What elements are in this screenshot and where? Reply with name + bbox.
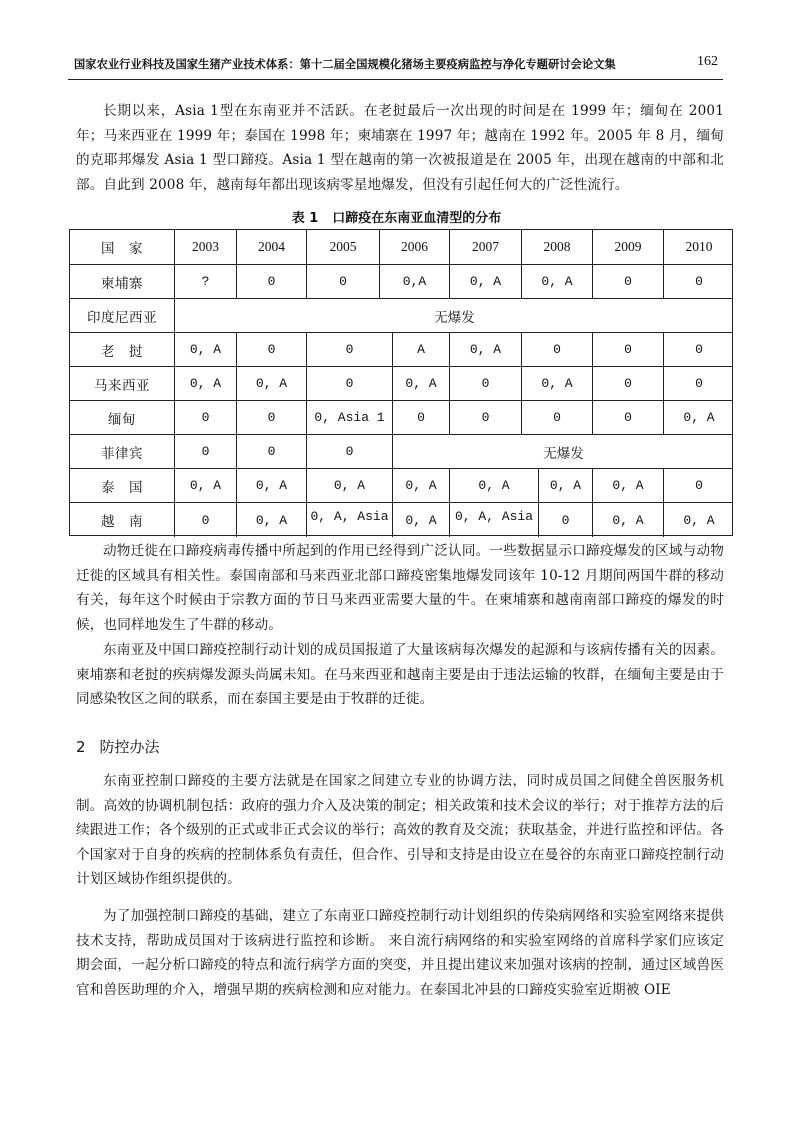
table-cell: 0, A <box>306 469 392 502</box>
header-year: 2009 <box>592 230 663 264</box>
table-cell: A <box>392 333 449 366</box>
table-cell: 0, A <box>392 367 449 400</box>
table-cell: 0 <box>306 367 392 400</box>
table-cell: 0 <box>663 333 734 366</box>
table-cell: 0, A <box>174 367 236 400</box>
table-cell: 0 <box>538 503 592 537</box>
table-cell: 0, A <box>592 469 663 502</box>
header-year: 2005 <box>306 230 379 264</box>
no-outbreak-cell: 无爆发 <box>174 299 734 332</box>
table-cell: 0, A <box>663 401 734 434</box>
table-cell: ? <box>174 265 236 298</box>
table-cell: 0, A, Asia <box>449 503 538 537</box>
table-cell: 0 <box>306 333 392 366</box>
paragraph-asia1-history: 长期以来，Asia 1型在东南亚并不活跃。在老挝最后一次出现的时间是在 1999 年；缅甸在 2001 年；马来西亚在 1999 年；泰国在 1998 年；柬埔寨在 1997 年；越南在 1992 年。2005 年 8 月，缅甸的克耶邦爆发 Asia 1 型口蹄疫。Asia 1 型在越南的第一次被报道是在 2005 年，出现在越南的中部和北部。自此到 2008 年，越南每年都出现该病零星地爆发，但没有引起任何大的广泛性流行。 <box>76 103 724 193</box>
table-cell: 0, A <box>174 469 236 502</box>
table-cell: 0, A <box>236 469 306 502</box>
table-row <box>70 332 732 366</box>
no-outbreak-cell: 无爆发 <box>392 435 734 468</box>
header-year: 2004 <box>236 230 306 264</box>
table-cell: 0 <box>392 401 449 434</box>
header-year: 2010 <box>663 230 734 264</box>
table-cell: 0 <box>592 367 663 400</box>
paragraph-outbreak-sources: 东南亚及中国口蹄疫控制行动计划的成员国报道了大量该病每次爆发的起源和与该病传播有关的因素。柬埔寨和老挝的疾病爆发源头尚属未知。在马来西亚和越南主要是由于违法运输的牧群，在缅甸主要是由于同感染牧区之间的联系，而在泰国主要是由于牧群的迁徙。 <box>76 642 724 708</box>
header-divider <box>68 79 723 80</box>
table-cell: 0 <box>306 265 379 298</box>
table-cell: 0, A <box>392 503 449 537</box>
table-row <box>70 298 732 332</box>
table-cell: 0 <box>592 265 663 298</box>
running-header: 国家农业行业科技及国家生猪产业技术体系：第十二届全国规模化猪场主要疫病监控与净化专题研讨会论文集 <box>74 58 616 71</box>
table-header-row <box>70 230 732 264</box>
row-country: 马来西亚 <box>94 377 150 394</box>
table-cell: 0 <box>663 367 734 400</box>
section-title: 防控办法 <box>99 738 160 756</box>
row-country: 老 挝 <box>101 343 143 360</box>
section-number: 2 <box>76 738 86 756</box>
table-cell: 0 <box>663 469 734 502</box>
row-country: 泰 国 <box>101 479 143 496</box>
row-country: 越 南 <box>101 514 143 530</box>
table-cell: 0 <box>306 435 392 468</box>
table-cell: 0 <box>236 265 306 298</box>
table-cell: 0,A <box>379 265 449 298</box>
table-cell: 0, A <box>663 503 734 537</box>
serotype-distribution-table <box>69 229 733 536</box>
table-row <box>70 264 732 298</box>
table-row <box>70 502 732 537</box>
table-row <box>70 468 732 502</box>
table-cell: 0, A <box>392 469 449 502</box>
header-year: 2008 <box>521 230 592 264</box>
table-row <box>70 434 732 468</box>
table-cell: 0 <box>592 333 663 366</box>
table-cell: 0 <box>174 435 236 468</box>
table-caption-number: 表 1 <box>291 211 319 226</box>
table-cell: 0 <box>663 265 734 298</box>
table-cell: 0, Asia 1 <box>306 401 392 434</box>
row-country: 缅甸 <box>108 411 136 428</box>
table-cell: 0, A <box>449 265 521 298</box>
table-cell: 0, A <box>174 333 236 366</box>
section-heading <box>76 736 160 757</box>
table-cell: 0, A <box>236 367 306 400</box>
table-cell: 0, A <box>236 503 306 537</box>
table-cell: 0 <box>236 435 306 468</box>
table-cell: 0, A <box>521 265 592 298</box>
table-caption <box>0 207 793 226</box>
table-cell: 0 <box>449 401 521 434</box>
table-cell: 0 <box>521 333 592 366</box>
table-cell: 0 <box>521 401 592 434</box>
row-country: 菲律宾 <box>101 445 143 462</box>
row-country: 柬埔寨 <box>101 275 143 292</box>
table-cell: 0 <box>592 401 663 434</box>
header-country: 国 家 <box>101 241 143 257</box>
table-cell: 0 <box>449 367 521 400</box>
paragraph-control-methods: 东南亚控制口蹄疫的主要方法就是在国家之间建立专业的协调方法，同时成员国之间健全兽医服务机制。高效的协调机制包括：政府的强力介入及决策的制定；相关政策和技术会议的举行；对于推荐方法的后续跟进工作；各个级别的正式或非正式会议的举行；高效的教育及交流；获取基金，并进行监控和评估。各个国家对于自身的疾病的控制体系负有责任，但合作、引导和支持是由设立在曼谷的东南亚口蹄疫控制行动计划区域协作组织提供的。 <box>76 773 724 888</box>
row-country: 印度尼西亚 <box>87 309 157 326</box>
page-number: 162 <box>697 54 718 69</box>
header-year: 2006 <box>379 230 449 264</box>
table-cell: 0, A <box>592 503 663 537</box>
table-caption-title: 口蹄疫在东南亚血清型的分布 <box>332 211 502 226</box>
table-cell: 0, A <box>521 367 592 400</box>
paragraph-networks: 为了加强控制口蹄疫的基础，建立了东南亚口蹄疫控制行动计划组织的传染病网络和实验室网络来提供技术支持，帮助成员国对于该病进行监控和诊断。 来自流行病网络的和实验室网络的首席科学家们应该定期会面，一起分析口蹄疫的特点和流行病学方面的突变，并且提出建议来加强对该病的控制，通过区域兽医官和兽医助理的介入，增强早期的疾病检测和应对能力。在泰国北冲县的口蹄疫实验室近期被 OIE <box>76 908 724 998</box>
table-cell: 0 <box>174 401 236 434</box>
table-cell: 0, A <box>449 469 538 502</box>
table-cell: 0 <box>174 503 236 537</box>
table-cell: 0 <box>236 333 306 366</box>
table-cell: 0, A, Asia <box>306 503 392 537</box>
table-row <box>70 400 732 434</box>
header-year: 2007 <box>449 230 521 264</box>
table-cell: 0 <box>236 401 306 434</box>
paragraph-animal-migration: 动物迁徙在口蹄疫病毒传播中所起到的作用已经得到广泛认同。一些数据显示口蹄疫爆发的区域与动物迁徙的区域具有相关性。泰国南部和马来西亚北部口蹄疫密集地爆发同该年 10-12 月期间两国牛群的移动有关，每年这个时候由于宗教方面的节日马来西亚需要大量的牛。在柬埔寨和越南南部口蹄疫的爆发的时候，也同样地发生了牛群的移动。 <box>76 543 724 633</box>
table-cell: 0, A <box>538 469 592 502</box>
header-year: 2003 <box>174 230 236 264</box>
table-row <box>70 366 732 400</box>
table-cell: 0, A <box>449 333 521 366</box>
